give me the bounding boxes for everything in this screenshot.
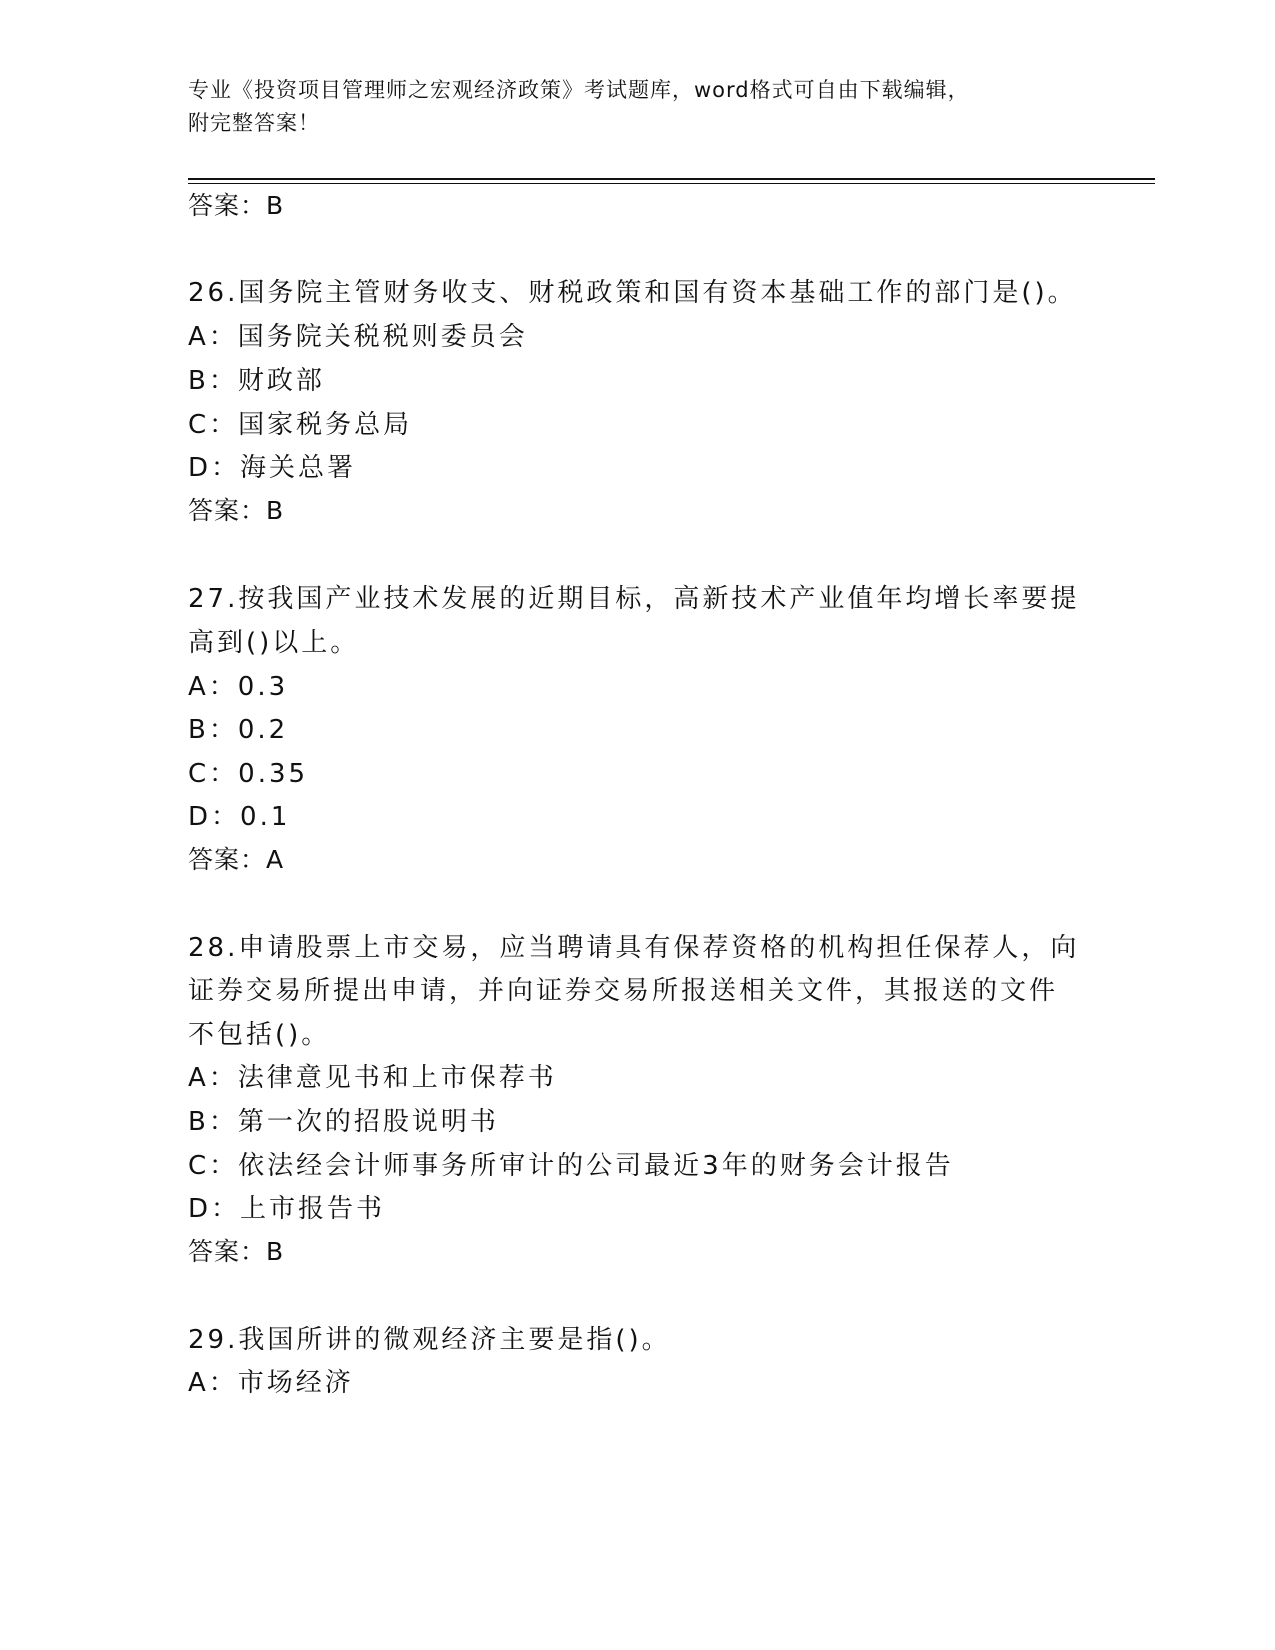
question-26-option-b: B：财政部 <box>188 366 325 396</box>
header-line-1: 专业《投资项目管理师之宏观经济政策》考试题库，word格式可自由下载编辑， <box>188 78 970 102</box>
question-27-stem-line-2: 高到()以上。 <box>188 628 360 658</box>
question-27-option-a: A：0.3 <box>188 672 289 702</box>
question-28-stem-line-3: 不包括()。 <box>188 1020 331 1050</box>
question-29-option-a: A：市场经济 <box>188 1368 354 1398</box>
question-26-option-c: C：国家税务总局 <box>188 410 413 440</box>
question-26-option-d: D：海关总署 <box>188 453 357 483</box>
question-28-option-a: A：法律意见书和上市保荐书 <box>188 1063 557 1093</box>
question-28-answer: 答案：B <box>188 1237 285 1266</box>
question-26-option-a: A：国务院关税税则委员会 <box>188 322 528 352</box>
question-28-option-b: B：第一次的招股说明书 <box>188 1107 499 1137</box>
header-divider-thick <box>188 178 1155 180</box>
question-28-stem-line-2: 证券交易所提出申请，并向证券交易所报送相关文件，其报送的文件 <box>188 976 1059 1006</box>
question-28-option-d: D：上市报告书 <box>188 1194 386 1224</box>
answer-25: 答案：B <box>188 191 285 220</box>
document-header <box>188 74 1088 140</box>
question-27-option-d: D：0.1 <box>188 802 291 832</box>
question-28-stem-line-1: 28.申请股票上市交易，应当聘请具有保荐资格的机构担任保荐人，向 <box>188 933 1080 963</box>
question-26-stem: 26.国务院主管财务收支、财税政策和国有资本基础工作的部门是()。 <box>188 278 1077 308</box>
question-27-stem-line-1: 27.按我国产业技术发展的近期目标，高新技术产业值年均增长率要提 <box>188 584 1080 614</box>
header-line-2: 附完整答案！ <box>188 111 320 135</box>
question-27-answer: 答案：A <box>188 845 285 874</box>
header-divider-thin <box>188 183 1155 184</box>
question-26-answer: 答案：B <box>188 496 285 525</box>
question-27-option-c: C：0.35 <box>188 759 309 789</box>
question-27-option-b: B：0.2 <box>188 715 289 745</box>
question-29-stem: 29.我国所讲的微观经济主要是指()。 <box>188 1325 671 1355</box>
question-28-option-c: C：依法经会计师事务所审计的公司最近3年的财务会计报告 <box>188 1151 954 1181</box>
